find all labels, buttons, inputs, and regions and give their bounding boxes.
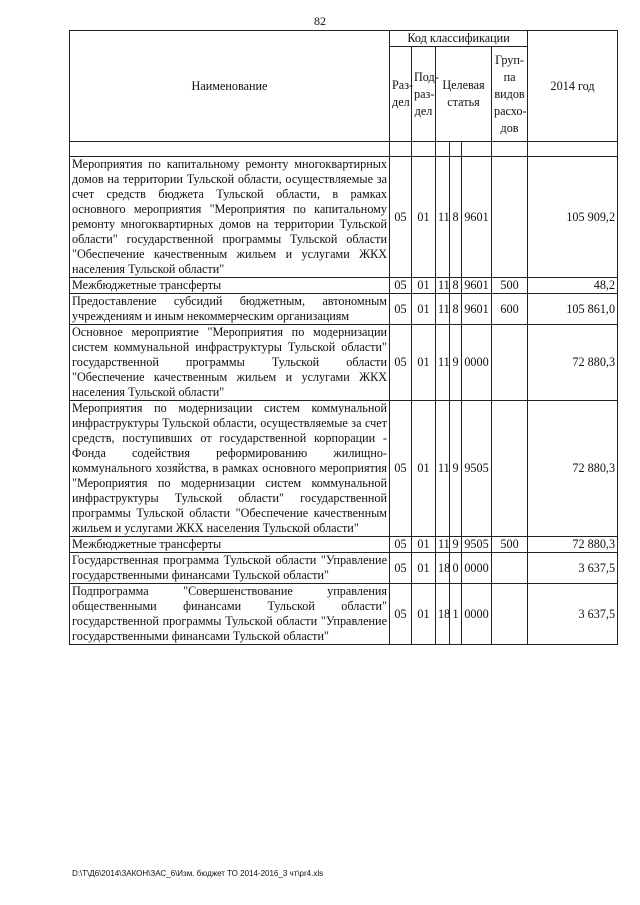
file-path-footer: D:\Т\Д6\2014\ЗАКОН\ЗАС_6\Изм. бюджет ТО 2014-2016_3 чт\pr4.xls xyxy=(72,869,324,878)
row-amount: 3 637,5 xyxy=(528,553,618,584)
row-target-program: 11 xyxy=(436,401,450,537)
row-expense-group xyxy=(492,401,528,537)
row-name: Подпрограмма "Совершенствование управления общественными финансами Тульской области" государственной программы Тульской области "Управление государственными финансами Тульской области" xyxy=(70,584,390,645)
row-expense-group xyxy=(492,157,528,278)
row-section: 05 xyxy=(390,157,412,278)
row-target-code: 0000 xyxy=(462,584,492,645)
row-expense-group: 600 xyxy=(492,294,528,325)
header-group: Груп-па видов расхо-дов xyxy=(492,47,528,142)
row-expense-group xyxy=(492,325,528,401)
budget-table xyxy=(69,30,618,645)
header-target: Целевая статья xyxy=(436,47,492,142)
row-section: 05 xyxy=(390,584,412,645)
row-target-program: 11 xyxy=(436,325,450,401)
row-target-subprogram: 9 xyxy=(450,325,462,401)
row-target-program: 11 xyxy=(436,278,450,294)
header-subsection: Под-раз-дел xyxy=(412,47,436,142)
row-subsection: 01 xyxy=(412,325,436,401)
row-name: Государственная программа Тульской области "Управление государственными финансами Тульской области" xyxy=(70,553,390,584)
row-target-code: 0000 xyxy=(462,325,492,401)
table-row xyxy=(70,553,618,584)
row-section: 05 xyxy=(390,325,412,401)
table-row xyxy=(70,278,618,294)
row-name: Предоставление субсидий бюджетным, автономным учреждениям и иным некоммерческим организациям xyxy=(70,294,390,325)
row-section: 05 xyxy=(390,537,412,553)
row-section: 05 xyxy=(390,401,412,537)
row-expense-group xyxy=(492,553,528,584)
row-target-code: 9505 xyxy=(462,537,492,553)
row-subsection: 01 xyxy=(412,157,436,278)
row-target-code: 9601 xyxy=(462,157,492,278)
row-section: 05 xyxy=(390,278,412,294)
row-section: 05 xyxy=(390,553,412,584)
row-amount: 72 880,3 xyxy=(528,325,618,401)
row-subsection: 01 xyxy=(412,584,436,645)
row-target-program: 11 xyxy=(436,537,450,553)
row-name: Межбюджетные трансферты xyxy=(70,537,390,553)
row-amount: 105 909,2 xyxy=(528,157,618,278)
table-row xyxy=(70,584,618,645)
header-spacer-row xyxy=(70,142,618,157)
header-code-group: Код классификации xyxy=(390,31,528,47)
row-name: Межбюджетные трансферты xyxy=(70,278,390,294)
row-target-subprogram: 9 xyxy=(450,401,462,537)
row-target-program: 11 xyxy=(436,157,450,278)
row-subsection: 01 xyxy=(412,294,436,325)
row-target-subprogram: 8 xyxy=(450,157,462,278)
row-target-code: 9601 xyxy=(462,294,492,325)
row-target-subprogram: 8 xyxy=(450,294,462,325)
row-target-subprogram: 1 xyxy=(450,584,462,645)
row-amount: 3 637,5 xyxy=(528,584,618,645)
row-target-code: 0000 xyxy=(462,553,492,584)
row-target-subprogram: 8 xyxy=(450,278,462,294)
header-name: Наименование xyxy=(70,31,390,142)
row-target-program: 11 xyxy=(436,294,450,325)
row-section: 05 xyxy=(390,294,412,325)
row-expense-group xyxy=(492,584,528,645)
table-row xyxy=(70,401,618,537)
row-target-code: 9601 xyxy=(462,278,492,294)
row-expense-group: 500 xyxy=(492,278,528,294)
row-subsection: 01 xyxy=(412,401,436,537)
table-row xyxy=(70,325,618,401)
row-target-program: 18 xyxy=(436,584,450,645)
row-amount: 48,2 xyxy=(528,278,618,294)
row-subsection: 01 xyxy=(412,537,436,553)
row-name: Мероприятия по модернизации систем коммунальной инфраструктуры Тульской области, осуществляемые за счет средств, поступивших от государственной корпорации - Фонда содействия реформированию жилищно-коммунального хозяйства, в рамках основного мероприятия "Мероприятия по модернизации систем коммунальной инфраструктуры Тульской области" государственной программы Тульской области "Обеспечение качественным жильем и услугами ЖКХ населения Тульской области" xyxy=(70,401,390,537)
row-amount: 72 880,3 xyxy=(528,401,618,537)
table-row xyxy=(70,294,618,325)
table-row xyxy=(70,537,618,553)
row-target-subprogram: 0 xyxy=(450,553,462,584)
header-year: 2014 год xyxy=(528,31,618,142)
row-amount: 72 880,3 xyxy=(528,537,618,553)
row-name: Мероприятия по капитальному ремонту многоквартирных домов на территории Тульской области, осуществляемые за счет средств бюджета Тульской области, в рамках основного мероприятия "Мероприятия по капитальному ремонту многоквартирных домов на территории Тульской области" государственной программы Тульской области "Обеспечение качественным жильем и услугами ЖКХ населения Тульской области" xyxy=(70,157,390,278)
row-subsection: 01 xyxy=(412,278,436,294)
table-row xyxy=(70,157,618,278)
header-section: Раз-дел xyxy=(390,47,412,142)
row-name: Основное мероприятие "Мероприятия по модернизации систем коммунальной инфраструктуры Тульской области" государственной программы Тульской области "Обеспечение качественным жильем и услугами ЖКХ населения Тульской области" xyxy=(70,325,390,401)
row-target-program: 18 xyxy=(436,553,450,584)
row-amount: 105 861,0 xyxy=(528,294,618,325)
row-target-subprogram: 9 xyxy=(450,537,462,553)
page-number: 82 xyxy=(314,14,326,28)
row-target-code: 9505 xyxy=(462,401,492,537)
row-expense-group: 500 xyxy=(492,537,528,553)
row-subsection: 01 xyxy=(412,553,436,584)
